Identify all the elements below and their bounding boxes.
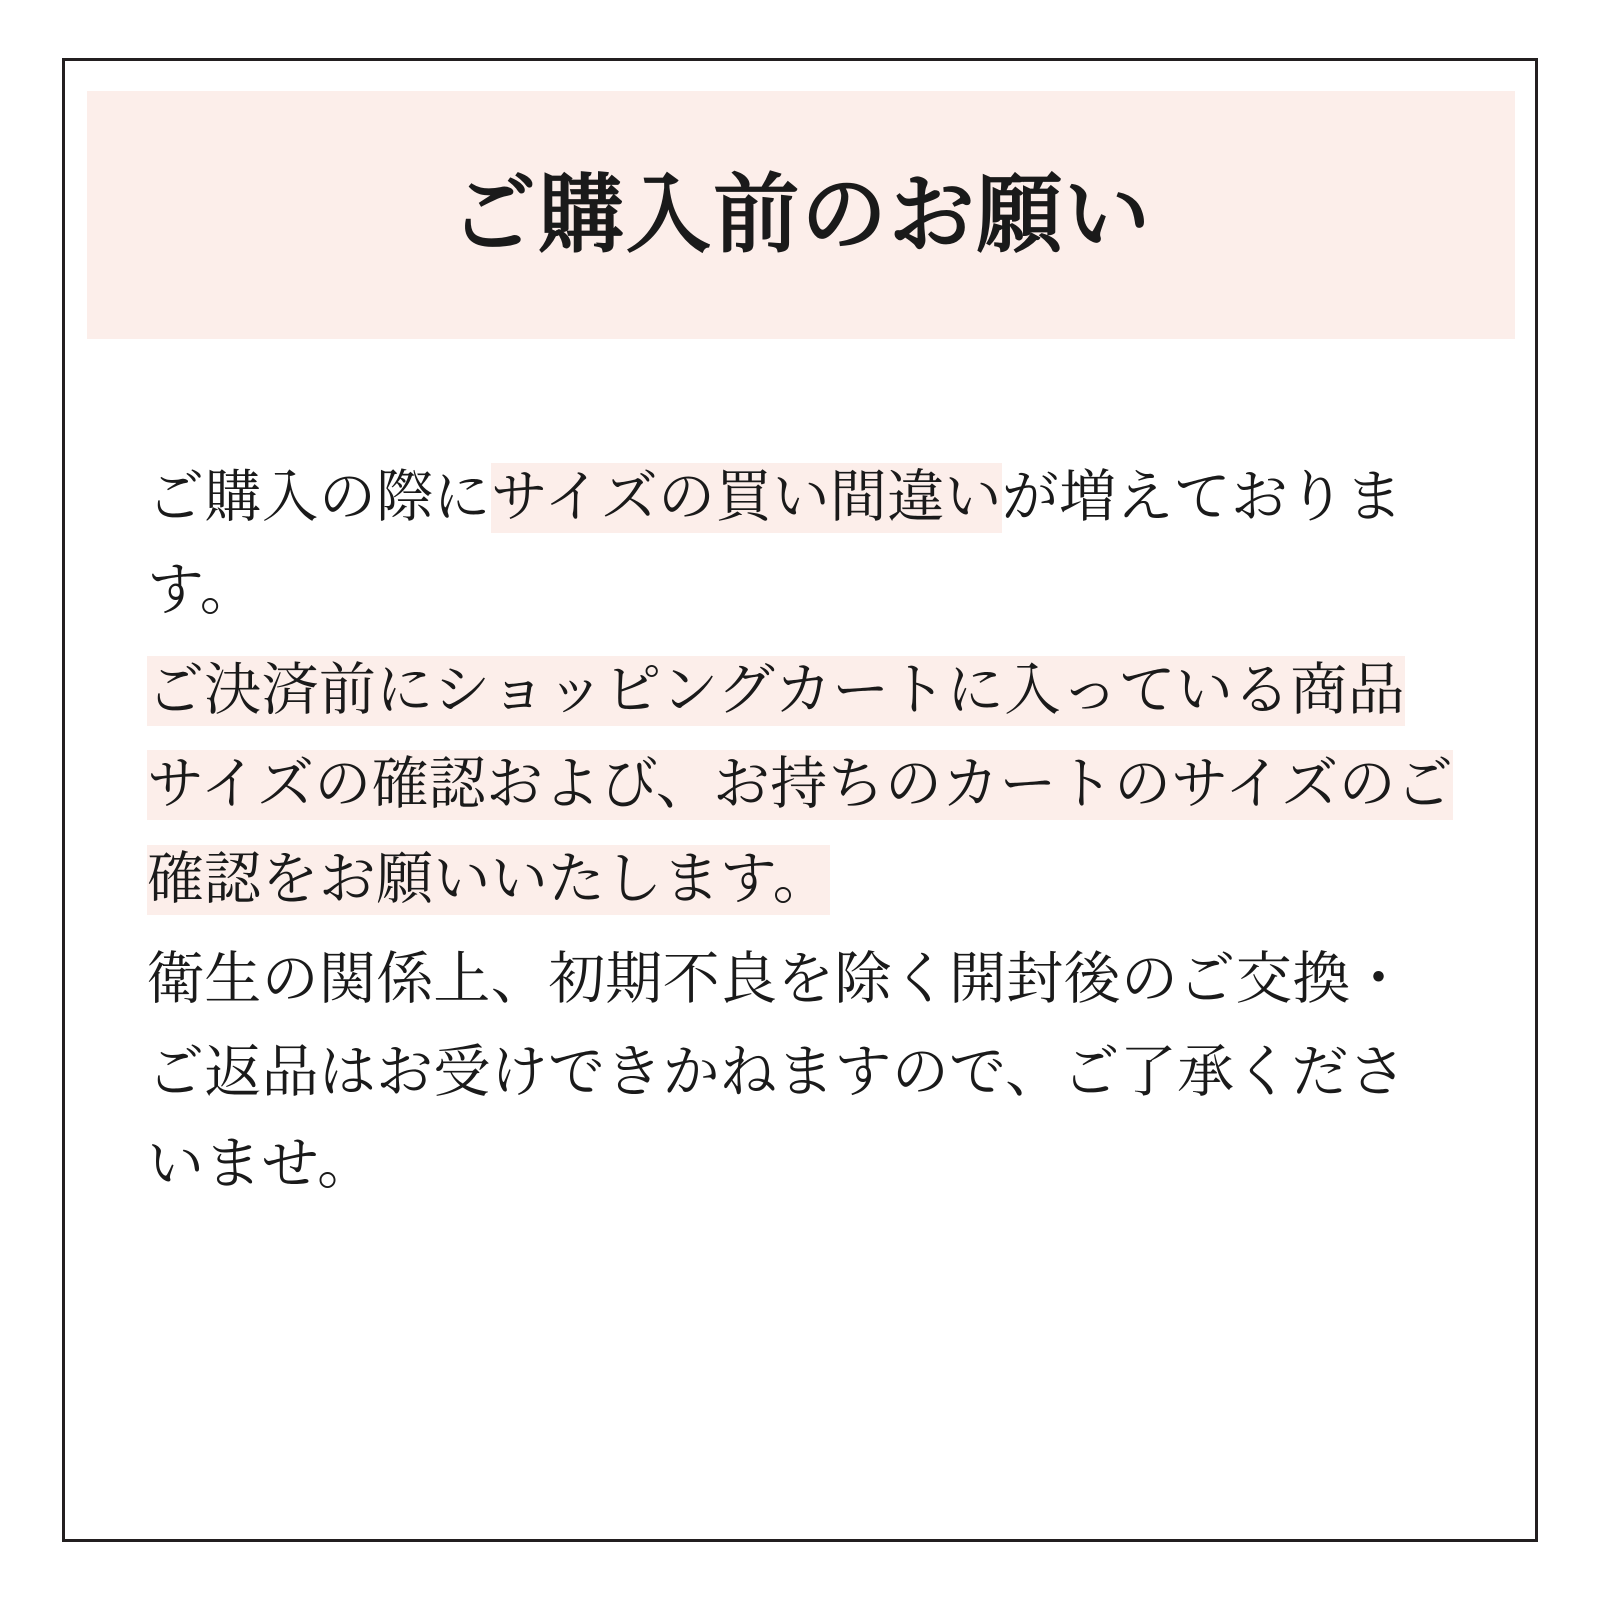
page-title: ご購入前のお願い xyxy=(450,167,1152,263)
paragraph-size-mistake xyxy=(147,451,1457,637)
paragraph-check-cart-size xyxy=(147,643,1457,927)
paragraph-2-highlight: ご決済前にショッピングカートに入っている商品サイズの確認および、お持ちのカートのサイズのご確認をお願いいたします。 xyxy=(147,656,1453,915)
title-banner xyxy=(87,91,1515,339)
paragraph-return-policy xyxy=(147,933,1457,1212)
paragraph-1-highlight: サイズの買い間違い xyxy=(491,463,1002,533)
paragraph-1-lead: ご購入の際に xyxy=(147,465,491,529)
notice-body xyxy=(147,451,1457,1211)
paragraph-1-tail: が増えております。 xyxy=(147,465,1403,622)
paragraph-3-text: 衛生の関係上、初期不良を除く開封後のご交換・ご返品はお受けできかねますので、ご了承くださいませ。 xyxy=(147,946,1408,1197)
notice-frame xyxy=(62,58,1538,1542)
